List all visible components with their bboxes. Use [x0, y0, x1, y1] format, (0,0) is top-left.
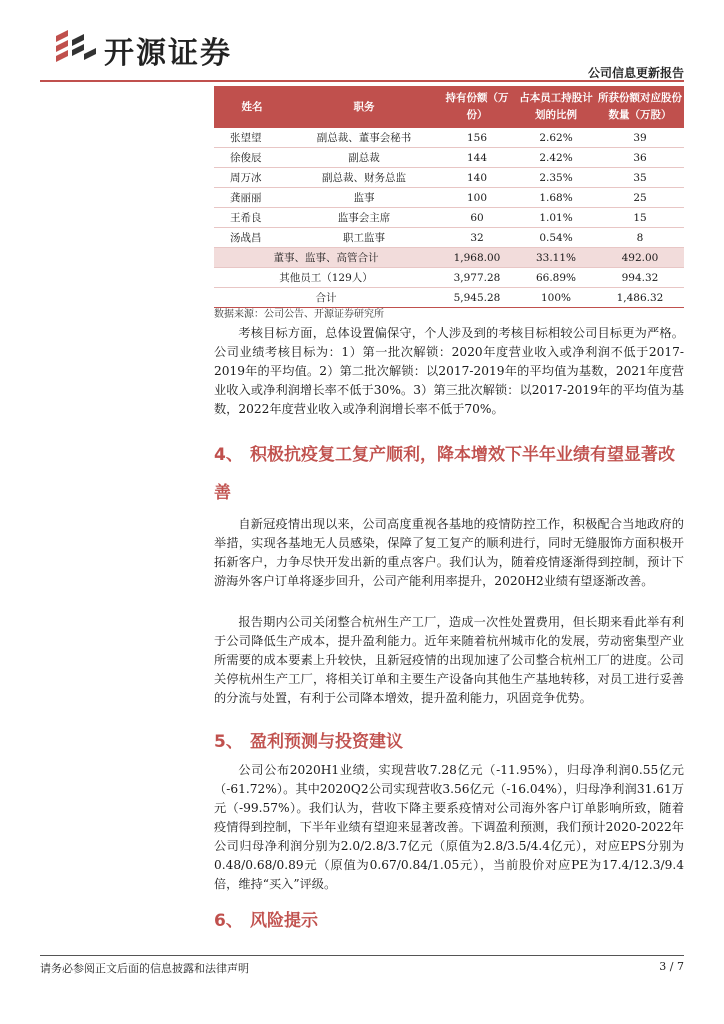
footer-divider: [40, 955, 684, 956]
cell-shares: 140: [438, 168, 516, 188]
cell-stock-count: 35: [596, 168, 684, 188]
table-row: [214, 148, 684, 168]
cell-ratio: 1.01%: [516, 208, 596, 228]
table-row: [214, 208, 684, 228]
section-title: 风险提示: [250, 911, 318, 931]
column-header: 职务: [290, 86, 438, 128]
cell-shares: 32: [438, 228, 516, 248]
shareholding-table: [214, 86, 684, 308]
cell-label: 合计: [214, 288, 438, 308]
cell-label: 其他员工（129人）: [214, 268, 438, 288]
paragraph-assessment: 考核目标方面，总体设置偏保守，个人涉及到的考核目标相较公司目标更为严格。公司业绩考核目标为：1）第一批次解锁：2020年度营业收入或净利润不低于2017-2019年的平均值。2）第二批次解锁：以2017-2019年的平均值为基数，2021年度营业收入或净利润增长率不低于30%。3）第三批次解锁：以2017-2019年的平均值为基数，2022年度营业收入或净利润增长率不低于70%。: [214, 326, 684, 416]
cell-ratio: 33.11%: [516, 248, 596, 268]
header-divider: [40, 80, 684, 82]
cell-stock-count: 1,486.32: [596, 288, 684, 308]
cell-shares: 1,968.00: [438, 248, 516, 268]
cell-shares: 60: [438, 208, 516, 228]
report-type-label: 公司信息更新报告: [587, 66, 684, 80]
section-number: 5、: [214, 732, 243, 752]
cell-label: 董事、监事、高管合计: [214, 248, 438, 268]
cell-stock-count: 36: [596, 148, 684, 168]
table-row: [214, 168, 684, 188]
cell-stock-count: 8: [596, 228, 684, 248]
section-heading-6: [214, 902, 684, 940]
cell-ratio: 66.89%: [516, 268, 596, 288]
table-row: [214, 228, 684, 248]
cell-position: 副总裁: [290, 148, 438, 168]
cell-ratio: 100%: [516, 288, 596, 308]
cell-name: 龚丽丽: [214, 188, 290, 208]
cell-name: 王希良: [214, 208, 290, 228]
page-number: 3 / 7: [659, 960, 684, 973]
table-source-note: 数据来源：公司公告、开源证券研究所: [214, 309, 384, 320]
cell-shares: 144: [438, 148, 516, 168]
footer-disclaimer: 请务必参阅正文后面的信息披露和法律声明: [40, 962, 249, 975]
cell-position: 职工监事: [290, 228, 438, 248]
column-header: 姓名: [214, 86, 290, 128]
cell-stock-count: 25: [596, 188, 684, 208]
cell-shares: 3,977.28: [438, 268, 516, 288]
table-row-others: [214, 268, 684, 288]
cell-name: 徐俊辰: [214, 148, 290, 168]
page-header: [40, 18, 684, 78]
cell-ratio: 0.54%: [516, 228, 596, 248]
cell-shares: 156: [438, 128, 516, 148]
brand-name: 开源证券: [104, 36, 232, 71]
cell-shares: 100: [438, 188, 516, 208]
table-row-subtotal: [214, 248, 684, 268]
cell-stock-count: 492.00: [596, 248, 684, 268]
cell-ratio: 1.68%: [516, 188, 596, 208]
cell-name: 汤战昌: [214, 228, 290, 248]
section-heading-4: [214, 436, 684, 512]
section-number: 6、: [214, 911, 243, 931]
section-number: 4、: [214, 445, 243, 465]
table-row: [214, 188, 684, 208]
section-title: 盈利预测与投资建议: [250, 732, 403, 752]
column-header: 占本员工持股计划的比例: [516, 86, 596, 128]
cell-name: 周万冰: [214, 168, 290, 188]
cell-position: 监事: [290, 188, 438, 208]
table-row: [214, 128, 684, 148]
column-header: 持有份额（万份）: [438, 86, 516, 128]
paragraph-factory: 报告期内公司关闭整合杭州生产工厂，造成一次性处置费用，但长期来看此举有利于公司降低生产成本，提升盈利能力。近年来随着杭州城市化的发展，劳动密集型产业所需要的成本要素上升较快，且新冠疫情的出现加速了公司整合杭州工厂的进度。公司关停杭州生产工厂，将相关订单和主要生产设备向其他生产基地转移，对员工进行妥善的分流与处置，有利于公司降本增效，提升盈利能力，巩固竞争优势。: [214, 615, 684, 705]
cell-name: 张望望: [214, 128, 290, 148]
cell-ratio: 2.62%: [516, 128, 596, 148]
cell-position: 副总裁、董事会秘书: [290, 128, 438, 148]
column-header: 所获份额对应股份数量（万股）: [596, 86, 684, 128]
cell-ratio: 2.35%: [516, 168, 596, 188]
cell-stock-count: 994.32: [596, 268, 684, 288]
table-header-row: [214, 86, 684, 128]
paragraph-forecast: 公司公布2020H1业绩，实现营收7.28亿元（-11.95%），归母净利润0.55亿元（-61.72%）。其中2020Q2公司实现营收3.56亿元（-16.04%），归母净利润31.61万元（-99.57%）。我们认为，营收下降主要系疫情对公司海外客户订单影响所致，随着疫情得到控制，下半年业绩有望迎来显著改善。下调盈利预测，我们预计2020-2022年公司归母净利润分别为2.0/2.8/3.7亿元（原值为2.8/3.5/4.4亿元），对应EPS分别为0.48/0.68/0.89元（原值为0.67/0.84/1.05元），当前股价对应PE为17.4/12.3/9.4倍，维持“买入”评级。: [214, 763, 684, 891]
section-title: 积极抗疫复工复产顺利，降本增效下半年业绩有望显著改善: [214, 445, 675, 503]
cell-stock-count: 39: [596, 128, 684, 148]
cell-shares: 5,945.28: [438, 288, 516, 308]
cell-ratio: 2.42%: [516, 148, 596, 168]
cell-position: 监事会主席: [290, 208, 438, 228]
brand-logo-icon: [54, 26, 98, 66]
paragraph-epidemic: 自新冠疫情出现以来，公司高度重视各基地的疫情防控工作，积极配合当地政府的举措，实现各基地无人员感染，保障了复工复产的顺利进行，同时无缝服饰方面积极开拓新客户，力争尽快开发出新的重点客户。我们认为，随着疫情逐渐得到控制，预计下游海外客户订单将逐步回升，公司产能利用率提升，2020H2业绩有望逐渐改善。: [214, 517, 684, 588]
section-heading-5: [214, 723, 684, 761]
cell-position: 副总裁、财务总监: [290, 168, 438, 188]
cell-stock-count: 15: [596, 208, 684, 228]
